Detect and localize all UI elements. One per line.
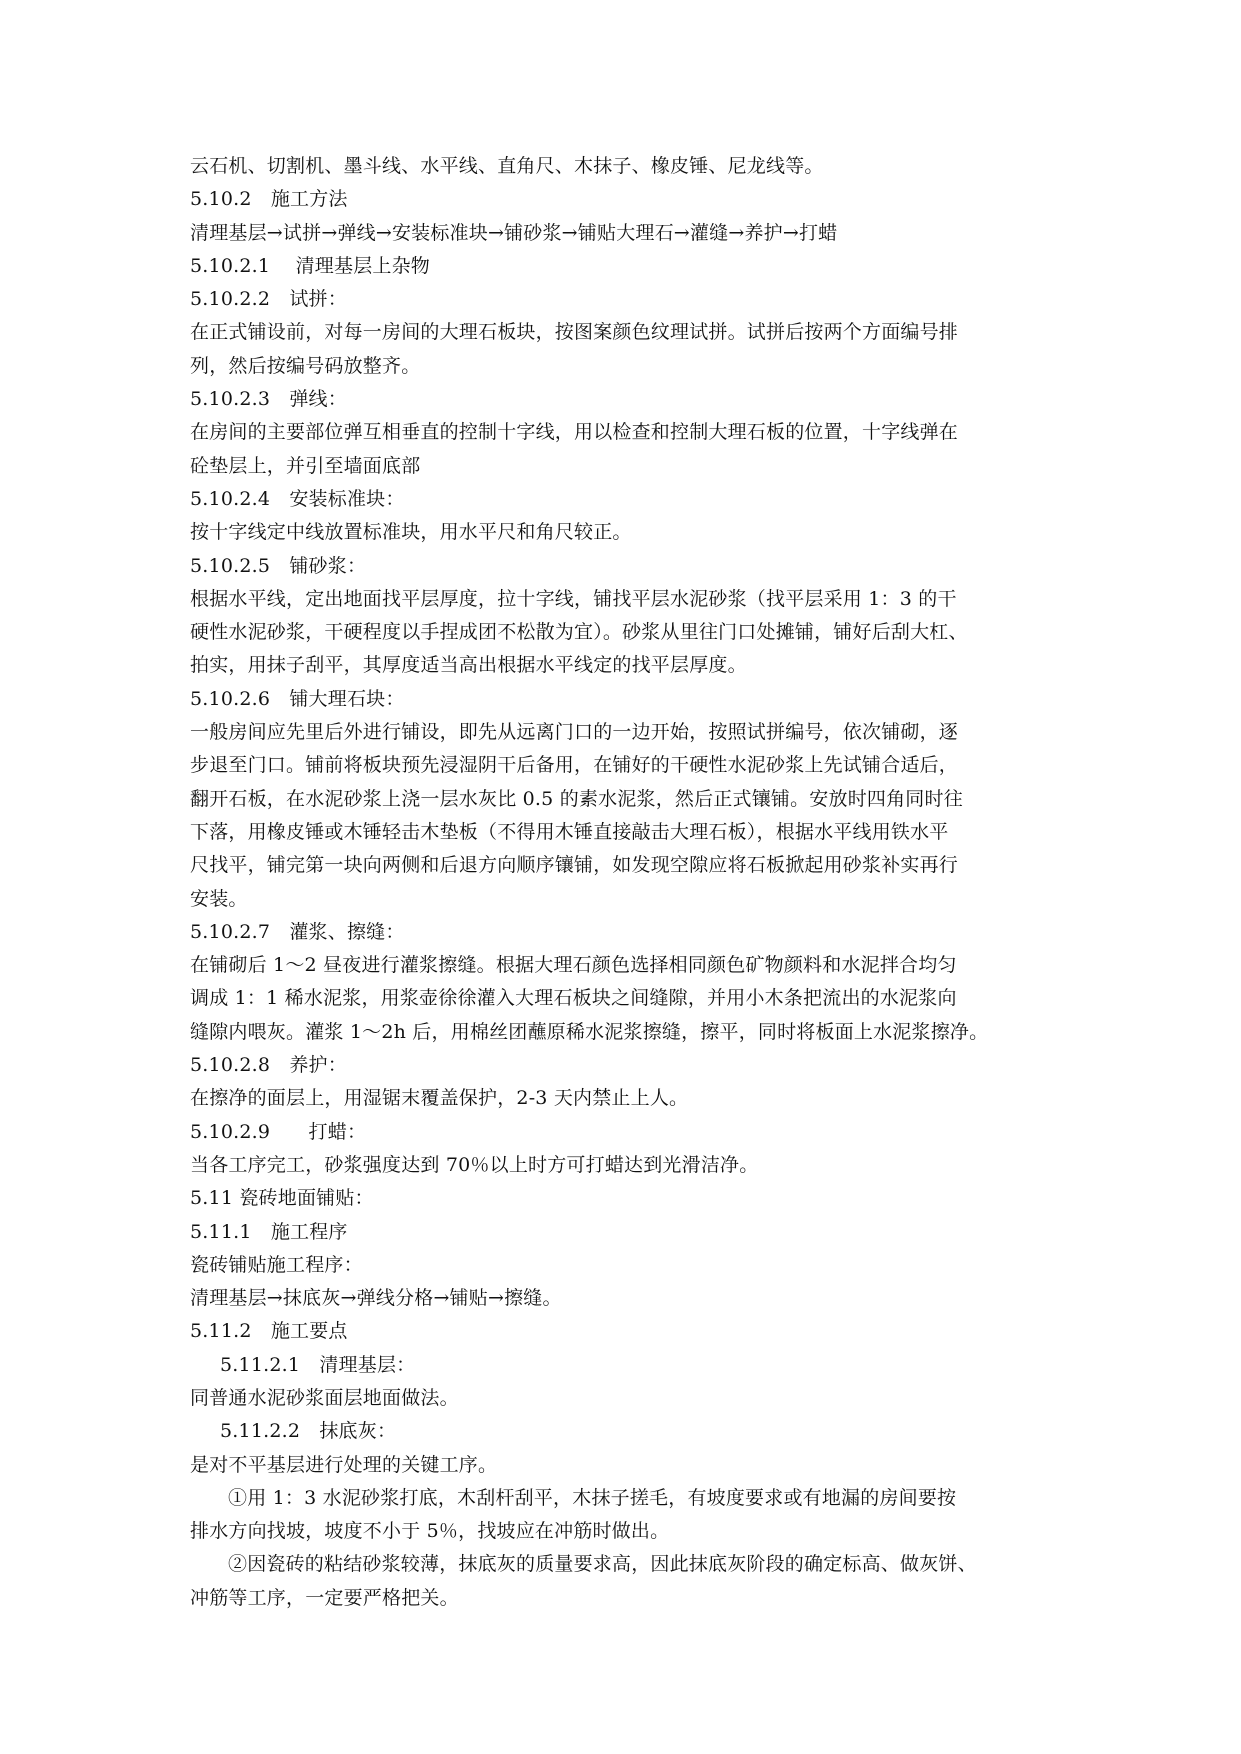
document-body [190,150,1090,1615]
text-line: 硬性水泥砂浆，干硬程度以手捏成团不松散为宜）。砂浆从里往门口处摊铺，铺好后刮大杠、 [190,621,968,644]
text-line: 排水方向找坡，坡度不小于 5％，找坡应在冲筋时做出。 [190,1520,670,1543]
section-heading: 5.11 瓷砖地面铺贴： [190,1187,374,1210]
section-heading: 5.11.2 施工要点 [190,1320,348,1343]
text-line: 在正式铺设前，对每一房间的大理石板块，按图案颜色纹理试拼。试拼后按两个方面编号排 [190,321,959,344]
text-line: 步退至门口。铺前将板块预先浸湿阴干后备用，在铺好的干硬性水泥砂浆上先试铺合适后， [190,754,959,777]
text-line: 翻开石板，在水泥砂浆上浇一层水灰比 0.5 的素水泥浆，然后正式镶铺。安放时四角同时往 [190,787,963,810]
text-line: 拍实，用抹子刮平，其厚度适当高出根据水平线定的找平层厚度。 [190,654,747,677]
text-line: ①用 1：3 水泥砂浆打底，木刮杆刮平，木抹子搓毛，有坡度要求或有地漏的房间要按 [228,1486,957,1509]
section-heading: 5.10.2.5 铺砂浆： [190,554,367,577]
text-line: 瓷砖铺贴施工程序： [190,1253,363,1276]
text-line: 下落，用橡皮锤或木锤轻击木垫板（不得用木锤直接敲击大理石板），根据水平线用铁水平 [190,820,949,843]
section-heading: 5.11.2.2 抹底灰： [220,1420,397,1443]
section-heading: 5.10.2.4 安装标准块： [190,487,405,510]
section-heading: 5.10.2.1 清理基层上杂物 [190,254,431,277]
text-line: 根据水平线，定出地面找平层厚度，拉十字线，铺找平层水泥砂浆（找平层采用 1：3 的干 [190,587,957,610]
text-line: 调成 1：1 稀水泥浆，用浆壶徐徐灌入大理石板块之间缝隙，并用小木条把流出的水泥浆向 [190,987,957,1010]
section-heading: 5.10.2.8 养护： [190,1054,347,1077]
text-line: 在铺砌后 1～2 昼夜进行灌浆擦缝。根据大理石颜色选择相同颜色矿物颜料和水泥拌合均匀 [190,954,957,977]
section-heading: 5.11.1 施工程序 [190,1220,348,1243]
text-line: 尺找平，铺完第一块向两侧和后退方向顺序镶铺，如发现空隙应将石板掀起用砂浆补实再行 [190,854,959,877]
section-heading: 5.10.2.6 铺大理石块： [190,687,405,710]
section-heading: 5.10.2 施工方法 [190,188,348,211]
section-heading: 5.10.2.9 打蜡： [190,1120,367,1143]
text-line: 当各工序完工，砂浆强度达到 70％以上时方可打蜡达到光滑洁净。 [190,1153,759,1176]
text-line: 砼垫层上，并引至墙面底部 [190,454,421,477]
text-line: 按十字线定中线放置标准块，用水平尺和角尺较正。 [190,521,632,544]
text-line: 安装。 [190,887,248,910]
text-line: 清理基层→试拼→弹线→安装标准块→铺砂浆→铺贴大理石→灌缝→养护→打蜡 [190,221,838,244]
text-line: 清理基层→抹底灰→弹线分格→铺贴→擦缝。 [190,1287,562,1310]
text-line: ②因瓷砖的粘结砂浆较薄，抹底灰的质量要求高，因此抹底灰阶段的确定标高、做灰饼、 [228,1553,977,1576]
text-line: 云石机、切割机、墨斗线、水平线、直角尺、木抹子、橡皮锤、尼龙线等。 [190,155,824,177]
text-line: 一般房间应先里后外进行铺设，即先从远离门口的一边开始，按照试拼编号，依次铺砌，逐 [190,721,959,744]
text-line: 同普通水泥砂浆面层地面做法。 [190,1386,459,1409]
text-line: 在擦净的面层上，用湿锯末覆盖保护，2-3 天内禁止上人。 [190,1087,689,1110]
section-heading: 5.10.2.2 试拼： [190,288,347,311]
section-heading: 5.11.2.1 清理基层： [220,1353,416,1376]
text-line: 缝隙内喂灰。灌浆 1～2h 后，用棉丝团蘸原稀水泥浆擦缝，擦平，同时将板面上水泥浆擦净。 [190,1020,989,1043]
section-heading: 5.10.2.3 弹线： [190,388,347,411]
text-line: 列，然后按编号码放整齐。 [190,354,421,377]
section-heading: 5.10.2.7 灌浆、擦缝： [190,920,405,943]
text-line: 是对不平基层进行处理的关键工序。 [190,1453,498,1476]
text-line: 在房间的主要部位弹互相垂直的控制十字线，用以检查和控制大理石板的位置，十字线弹在 [190,421,959,444]
text-line: 冲筋等工序，一定要严格把关。 [190,1586,459,1609]
